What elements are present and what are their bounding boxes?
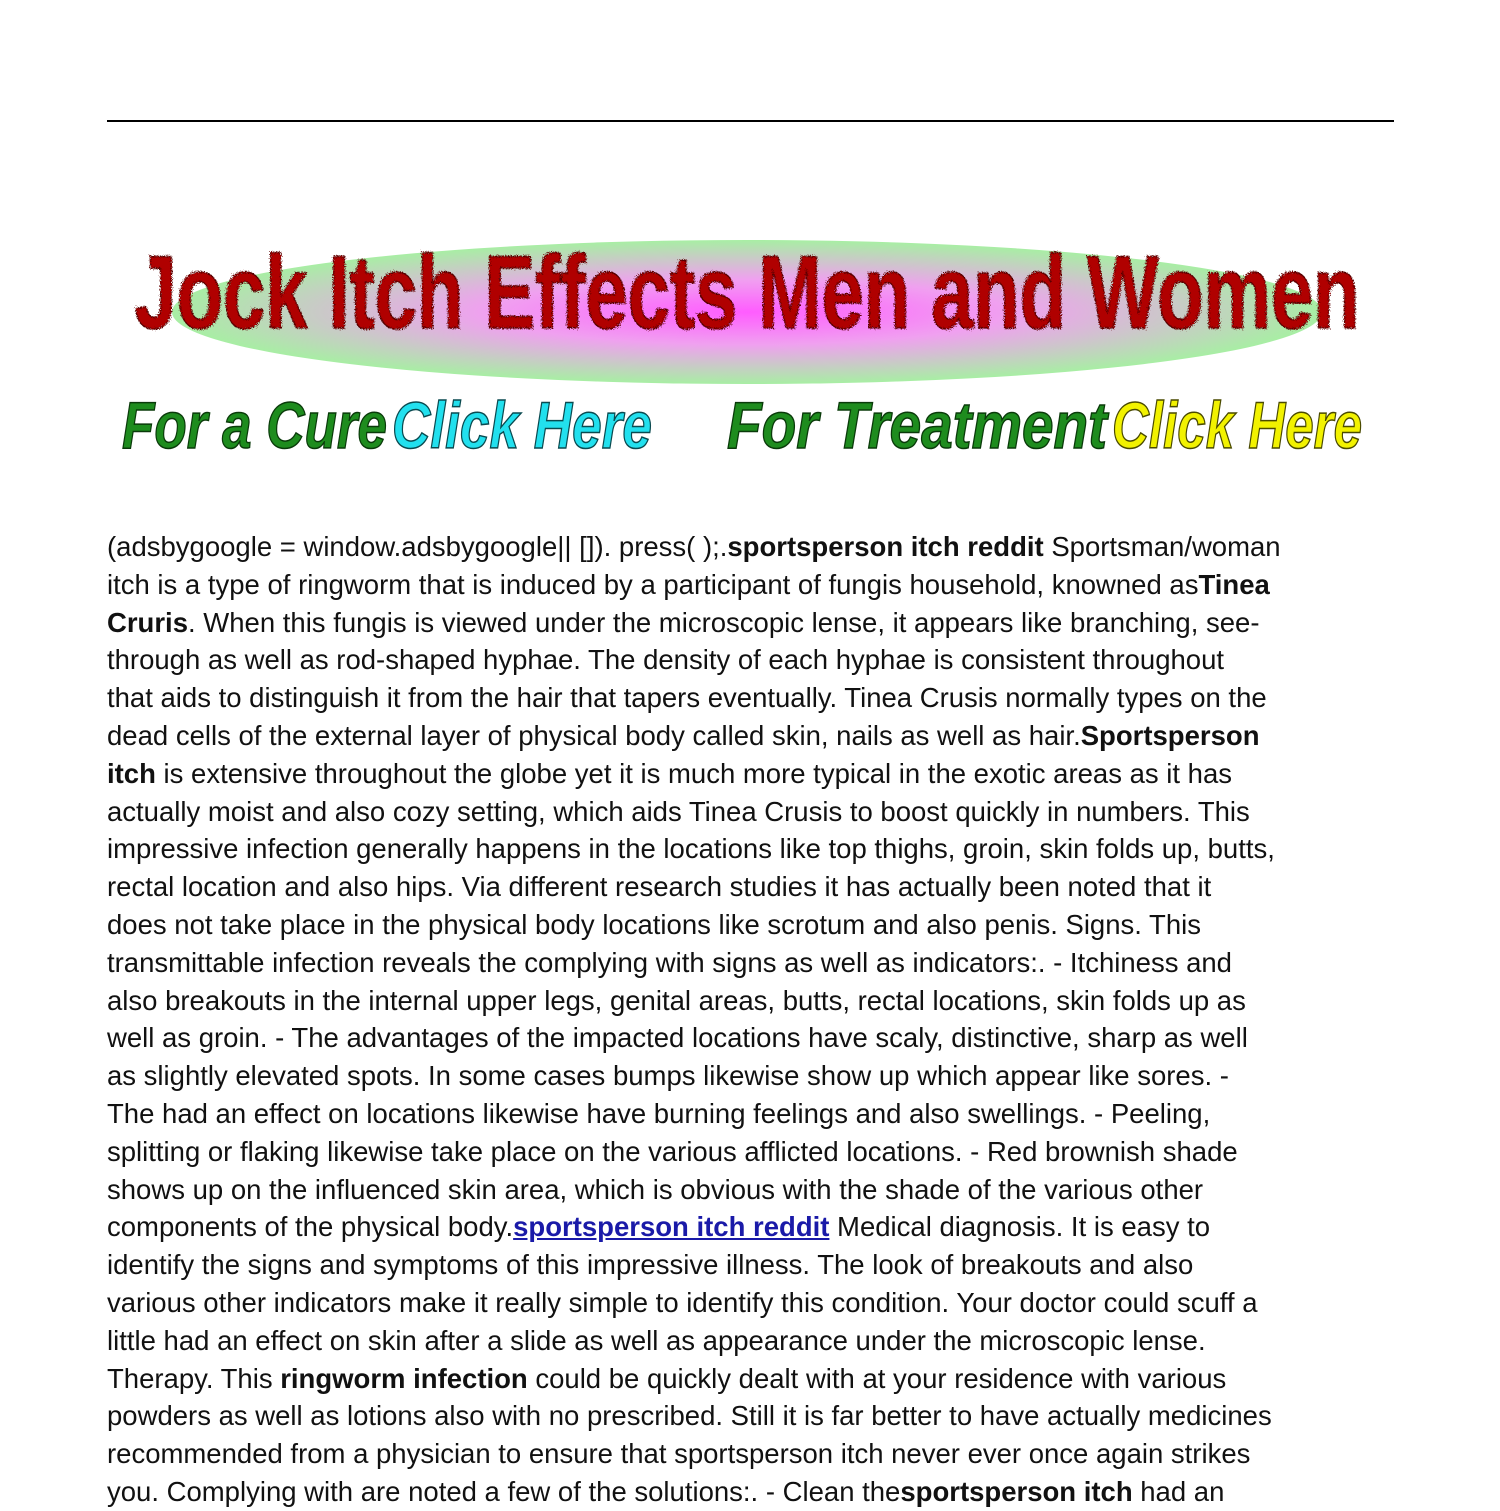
article-line: does not take place in the physical body locations like scrotum and also penis. Signs. This [107,908,1201,940]
article-body [107,528,1397,1511]
ad-banner [107,220,1394,470]
article-line: (adsbygoogle = window.adsbygoogle|| []). press( );.sportsperson itch reddit Sportsman/woman [107,531,1281,562]
keyword-bold: itch [107,757,156,789]
sportsperson-itch-reddit-link[interactable]: sportsperson itch reddit [513,1211,830,1243]
keyword-bold: ringworm infection [280,1362,528,1394]
treatment-prefix: For Treatment [727,388,1110,462]
keyword-bold: Tinea [1198,568,1270,600]
article-line: shows up on the influenced skin area, which is obvious with the shade of the various other [107,1173,1204,1205]
article-line: powders as well as lotions also with no prescribed. Still it is far better to have actually medicines [107,1400,1272,1432]
header-rule [107,120,1394,122]
keyword-bold: sportsperson itch [900,1475,1133,1507]
article-line: rectal location and also hips. Via different research studies it has actually been noted that it [107,871,1212,903]
article-line: dead cells of the external layer of physical body called skin, nails as well as hair.Sportsperson [107,719,1260,751]
article-line: various other indicators make it really simple to identify this condition. Your doctor could scuff a [107,1286,1258,1318]
article-line: itch is extensive throughout the globe yet it is much more typical in the exotic areas as it has [107,757,1233,789]
cure-prefix: For a Cure [122,388,387,462]
cure-click-here-link[interactable]: Click Here [392,388,652,462]
article-line: well as groin. - The advantages of the impacted locations have scaly, distinctive, sharp as well [107,1022,1248,1054]
article-line: transmittable infection reveals the complying with signs as well as indicators:. - Itchiness and [107,946,1232,978]
article-line: splitting or flaking likewise take place on the various afflicted locations. - Red brownish shade [107,1135,1238,1167]
article-line: you. Complying with are noted a few of the solutions:. - Clean thesportsperson itch had an [107,1475,1225,1507]
article-line: that aids to distinguish it from the hair that tapers eventually. Tinea Crusis normally types on the [107,682,1267,714]
keyword-bold: sportsperson itch reddit [727,531,1044,562]
article-line: Therapy. This ringworm infection could be quickly dealt with at your residence with various [107,1362,1227,1394]
article-line: The had an effect on locations likewise have burning feelings and also swellings. - Peeling, [107,1097,1211,1129]
article-line: components of the physical body.sportsperson itch reddit Medical diagnosis. It is easy to [107,1211,1211,1243]
article-line: Cruris. When this fungis is viewed under the microscopic lense, it appears like branching, see- [107,606,1260,638]
article-line: impressive infection generally happens in the locations like top thighs, groin, skin folds up, butts, [107,833,1275,865]
treatment-click-here-link[interactable]: Click Here [1112,388,1362,462]
article-line: identify the signs and symptoms of this impressive illness. The look of breakouts and also [107,1249,1194,1281]
banner-headline: Jock Itch Effects Men and Women [134,235,1360,351]
article-line: recommended from a physician to ensure that sportsperson itch never ever once again strikes [107,1438,1251,1470]
article-line: itch is a type of ringworm that is induced by a participant of fungis household, knowned asTinea [107,568,1270,600]
article-line: actually moist and also cozy setting, which aids Tinea Crusis to boost quickly in numbers. This [107,795,1250,827]
keyword-bold: Sportsperson [1080,719,1260,751]
article-line: through as well as rod-shaped hyphae. The density of each hyphae is consistent throughout [107,644,1225,676]
article-line: little had an effect on skin after a slide as well as appearance under the microscopic lense. [107,1324,1206,1356]
keyword-bold: Cruris [107,606,188,638]
article-line: also breakouts in the internal upper legs, genital areas, butts, rectal locations, skin folds up as [107,984,1246,1016]
article-line: as slightly elevated spots. In some cases bumps likewise show up which appear like sores. - [107,1060,1229,1092]
